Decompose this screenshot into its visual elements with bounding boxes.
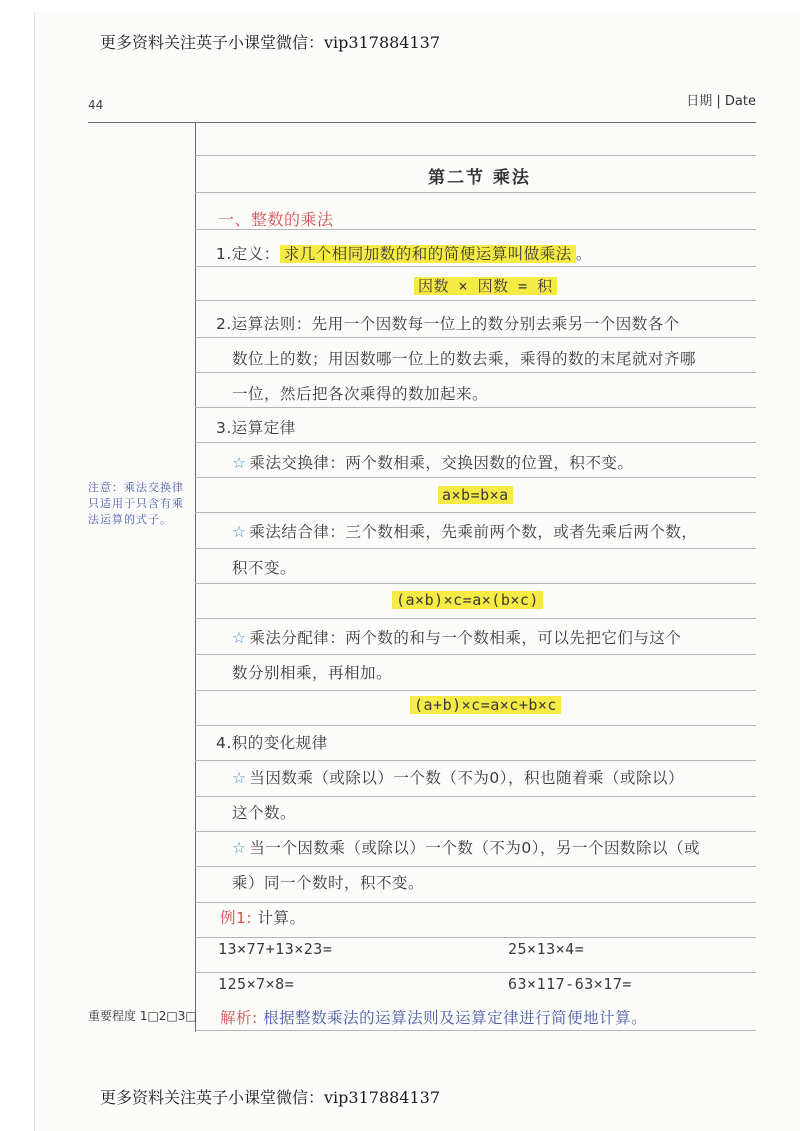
calc-2: 25×13×4= <box>508 940 585 958</box>
ruled-line <box>195 192 756 193</box>
subsection-heading: 一、整数的乘法 <box>218 210 334 229</box>
margin-rule <box>195 122 196 1032</box>
notebook-page <box>34 12 800 1131</box>
product-rule-1-line-1 <box>232 766 684 788</box>
ruled-line <box>195 725 756 726</box>
ruled-line <box>195 477 756 478</box>
example-label: 例1: <box>220 909 253 927</box>
ruled-line <box>195 337 756 338</box>
ruled-line <box>195 902 756 903</box>
ruled-line <box>195 583 756 584</box>
page-number: 44 <box>88 98 104 112</box>
star-icon: ☆ <box>232 839 247 857</box>
formula-product <box>414 275 557 296</box>
watermark-top: 更多资料关注英子小课堂微信：vip317884137 <box>100 33 441 52</box>
ruled-line <box>195 654 756 655</box>
ruled-line <box>195 690 756 691</box>
ruled-line <box>195 155 756 156</box>
ruled-line <box>195 937 756 938</box>
product-rule-2-line-1 <box>232 836 700 858</box>
definition-highlight: 求几个相同加数的和的简便运算叫做乘法 <box>280 245 576 263</box>
ruled-line <box>195 266 756 267</box>
law-commutative <box>232 451 633 473</box>
ruled-line <box>195 512 756 513</box>
law-associative-line-1 <box>232 520 697 542</box>
analysis-line <box>220 1006 647 1028</box>
product-heading: 4.积的变化规律 <box>216 734 328 752</box>
product-rule-1-line-2: 这个数。 <box>232 804 297 822</box>
formula-associative-text: (a×b)×c=a×(b×c) <box>392 591 543 609</box>
margin-note: 注意：乘法交换律只适用于只含有乘法运算的式子。 <box>88 481 184 526</box>
law-distributive-text: 乘法分配律：两个数的和与一个数相乘，可以先把它们与这个 <box>249 629 682 647</box>
ruled-line <box>195 548 756 549</box>
product-rule-1-text: 当因数乘（或除以）一个数（不为0），积也随着乘（或除以） <box>249 769 685 787</box>
ruled-line <box>195 442 756 443</box>
law-commutative-text: 乘法交换律：两个数相乘，交换因数的位置，积不变。 <box>249 454 634 472</box>
calc-3: 125×7×8= <box>218 975 295 993</box>
law-associative-line-2: 积不变。 <box>232 559 297 577</box>
analysis-text: 根据整数乘法的运算法则及运算定律进行简便地计算。 <box>263 1009 648 1027</box>
formula-distributive-text: (a+b)×c=a×c+b×c <box>410 696 561 714</box>
ruled-line <box>195 760 756 761</box>
star-icon: ☆ <box>232 769 247 787</box>
calc-4: 63×117-63×17= <box>508 975 632 993</box>
star-icon: ☆ <box>232 629 247 647</box>
ruled-line <box>195 1030 756 1031</box>
header-rule <box>88 122 756 123</box>
ruled-line <box>195 407 756 408</box>
ruled-line <box>195 972 756 973</box>
rule-line-2: 数位上的数；用因数哪一位上的数去乘，乘得的数的末尾就对齐哪 <box>232 350 697 368</box>
date-label: 日期 | Date <box>686 94 756 109</box>
star-icon: ☆ <box>232 454 247 472</box>
law-associative-text: 乘法结合律：三个数相乘，先乘前两个数，或者先乘后两个数， <box>249 523 698 541</box>
analysis-label: 解析: <box>220 1009 258 1027</box>
importance-label: 重要程度 1□2□3□ <box>88 1009 197 1023</box>
example-text: 计算。 <box>257 909 306 927</box>
ruled-line <box>195 618 756 619</box>
formula-commutative <box>438 486 513 504</box>
formula-associative <box>392 591 543 609</box>
ruled-line <box>195 866 756 867</box>
law-distributive-line-1 <box>232 626 681 648</box>
formula-distributive <box>410 696 561 714</box>
star-icon: ☆ <box>232 523 247 541</box>
example-line <box>220 906 306 928</box>
rule-line-3: 一位，然后把各次乘得的数加起来。 <box>232 385 489 403</box>
section-title: 第二节 乘法 <box>428 168 531 188</box>
ruled-line <box>195 831 756 832</box>
ruled-line <box>195 796 756 797</box>
calc-1: 13×77+13×23= <box>218 940 333 958</box>
formula-commutative-text: a×b=b×a <box>438 486 513 504</box>
ruled-line <box>195 372 756 373</box>
rule-line-1: 2.运算法则：先用一个因数每一位上的数分别去乘另一个因数各个 <box>216 315 680 333</box>
definition-line <box>216 242 592 264</box>
product-rule-2-text: 当一个因数乘（或除以）一个数（不为0），另一个因数除以（或 <box>249 839 701 857</box>
law-distributive-line-2: 数分别相乘，再相加。 <box>232 664 393 682</box>
ruled-line <box>195 300 756 301</box>
definition-prefix: 1.定义： <box>216 245 280 263</box>
product-rule-2-line-2: 乘）同一个数时，积不变。 <box>232 874 425 892</box>
laws-heading: 3.运算定律 <box>216 419 296 437</box>
definition-end: 。 <box>575 245 592 263</box>
watermark-bottom: 更多资料关注英子小课堂微信：vip317884137 <box>100 1088 441 1107</box>
formula-product-text: 因数 × 因数 = 积 <box>414 277 557 295</box>
